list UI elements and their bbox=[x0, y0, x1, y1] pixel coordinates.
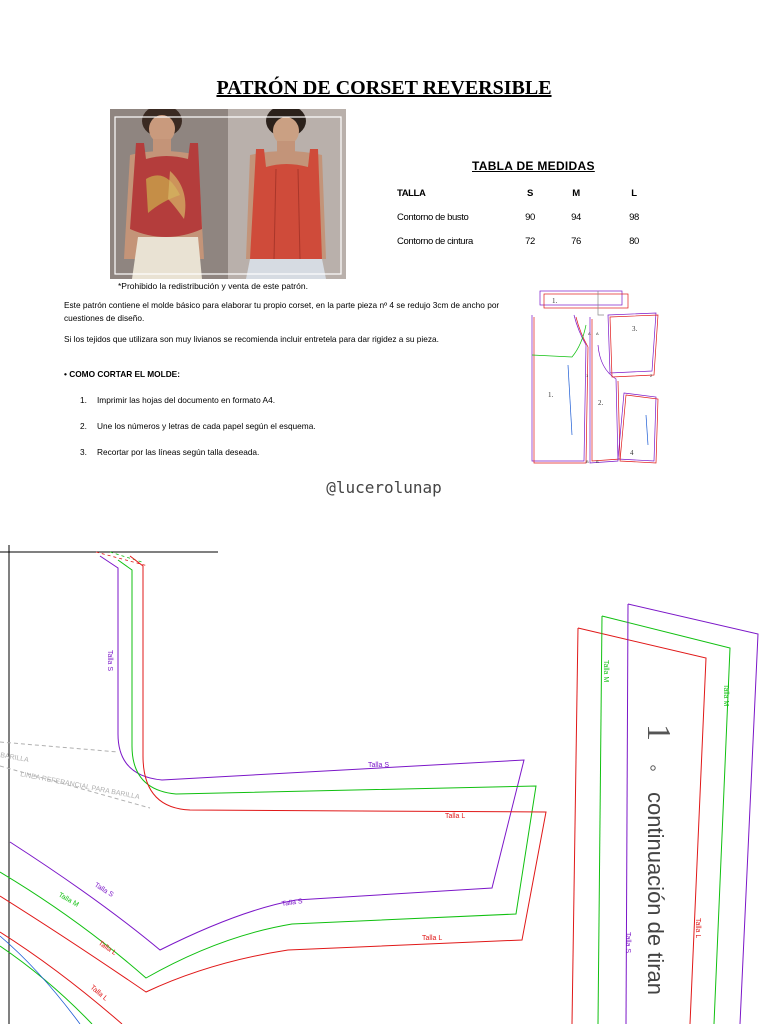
piece-number: 1 bbox=[640, 724, 677, 741]
table-cell: 80 bbox=[629, 235, 639, 247]
table-cell: 98 bbox=[629, 211, 639, 223]
assembly-diagram bbox=[528, 285, 660, 465]
table-cell: Contorno de busto bbox=[397, 211, 469, 223]
author-handle: @lucerolunap bbox=[326, 478, 442, 497]
size-label-s: Talla S bbox=[281, 898, 304, 908]
step-number: 3. bbox=[80, 447, 87, 457]
piece-number-dot bbox=[651, 766, 655, 770]
table-cell: 94 bbox=[571, 211, 581, 223]
table-row bbox=[397, 205, 663, 229]
table-header-row bbox=[397, 181, 663, 205]
step-text: Une los números y letras de cada papel según el esquema. bbox=[97, 421, 316, 431]
diagram-label: 2. bbox=[598, 399, 604, 407]
step-number: 2. bbox=[80, 421, 87, 431]
cut-step-3 bbox=[80, 447, 259, 457]
diagram-letter: A bbox=[588, 331, 591, 336]
size-label-s: Talla S bbox=[624, 932, 631, 954]
size-label-s: Talla S bbox=[106, 650, 113, 672]
diagram-label: 1. bbox=[552, 297, 558, 305]
step-number: 1. bbox=[80, 395, 87, 405]
diagram-letter: A bbox=[596, 331, 599, 336]
pattern-piece bbox=[0, 540, 768, 1024]
size-label-m: Talla M bbox=[722, 684, 729, 707]
size-label-l: Talla L bbox=[694, 918, 701, 939]
continuation-label: continuación de tiran bbox=[643, 792, 668, 996]
reference-line-label: LINEA REFERANCIAL PARA BARILLA bbox=[19, 771, 141, 802]
table-row bbox=[397, 229, 663, 253]
intro-paragraph-1: Este patrón contiene el molde básico para elaborar tu propio corset, en la parte pieza nº 4 se redujo 3cm de ancho por cuestiones de diseño. bbox=[64, 300, 500, 323]
corset-photo-illustration bbox=[110, 109, 346, 279]
table-cell: 76 bbox=[571, 235, 581, 247]
diagram-letter: B bbox=[586, 459, 589, 464]
header-cell: L bbox=[631, 187, 637, 199]
step-text: Recortar por las líneas según talla deseada. bbox=[97, 447, 260, 457]
diagram-label: 1. bbox=[548, 391, 554, 399]
step-text: Imprimir las hojas del documento en formato A4. bbox=[97, 395, 276, 405]
page-title: PATRÓN DE CORSET REVERSIBLE bbox=[216, 77, 552, 99]
measures-table bbox=[397, 181, 663, 253]
size-label-m: Talla M bbox=[602, 660, 609, 683]
table-cell: 72 bbox=[525, 235, 535, 247]
barilla-label: BARILLA bbox=[0, 752, 30, 764]
diagram-letter: 2 bbox=[650, 373, 653, 378]
diagram-letter: 1 bbox=[586, 373, 589, 378]
table-cell: Contorno de cintura bbox=[397, 235, 473, 247]
size-label-m: Talla M bbox=[57, 891, 80, 909]
intro-paragraph-2: Si los tejidos que utilizara son muy livianos se recomienda incluir entretela para dar rigidez a su pieza. bbox=[64, 334, 439, 344]
diagram-label: 3. bbox=[632, 325, 638, 333]
diagram-label: 4 bbox=[630, 449, 634, 457]
diagram-letter: B bbox=[596, 459, 599, 464]
header-cell: TALLA bbox=[397, 187, 426, 199]
corset-photo bbox=[110, 109, 346, 279]
cut-step-1 bbox=[80, 395, 275, 405]
size-label-l: Talla L bbox=[445, 813, 466, 820]
header-cell: S bbox=[527, 187, 533, 199]
cut-step-2 bbox=[80, 421, 316, 431]
photo-caption: *Prohibido la redistribución y venta de este patrón. bbox=[118, 281, 308, 291]
size-label-s: Talla S bbox=[92, 881, 115, 899]
size-label-l: Talla L bbox=[96, 939, 118, 957]
size-label-s: Talla S bbox=[368, 762, 390, 769]
size-label-l: Talla L bbox=[422, 935, 443, 942]
measures-table-title: TABLA DE MEDIDAS bbox=[472, 159, 595, 173]
table-cell: 90 bbox=[525, 211, 535, 223]
cut-heading: • COMO CORTAR EL MOLDE: bbox=[64, 369, 180, 379]
header-cell: M bbox=[572, 187, 580, 199]
size-label-l: Talla L bbox=[88, 984, 109, 1003]
